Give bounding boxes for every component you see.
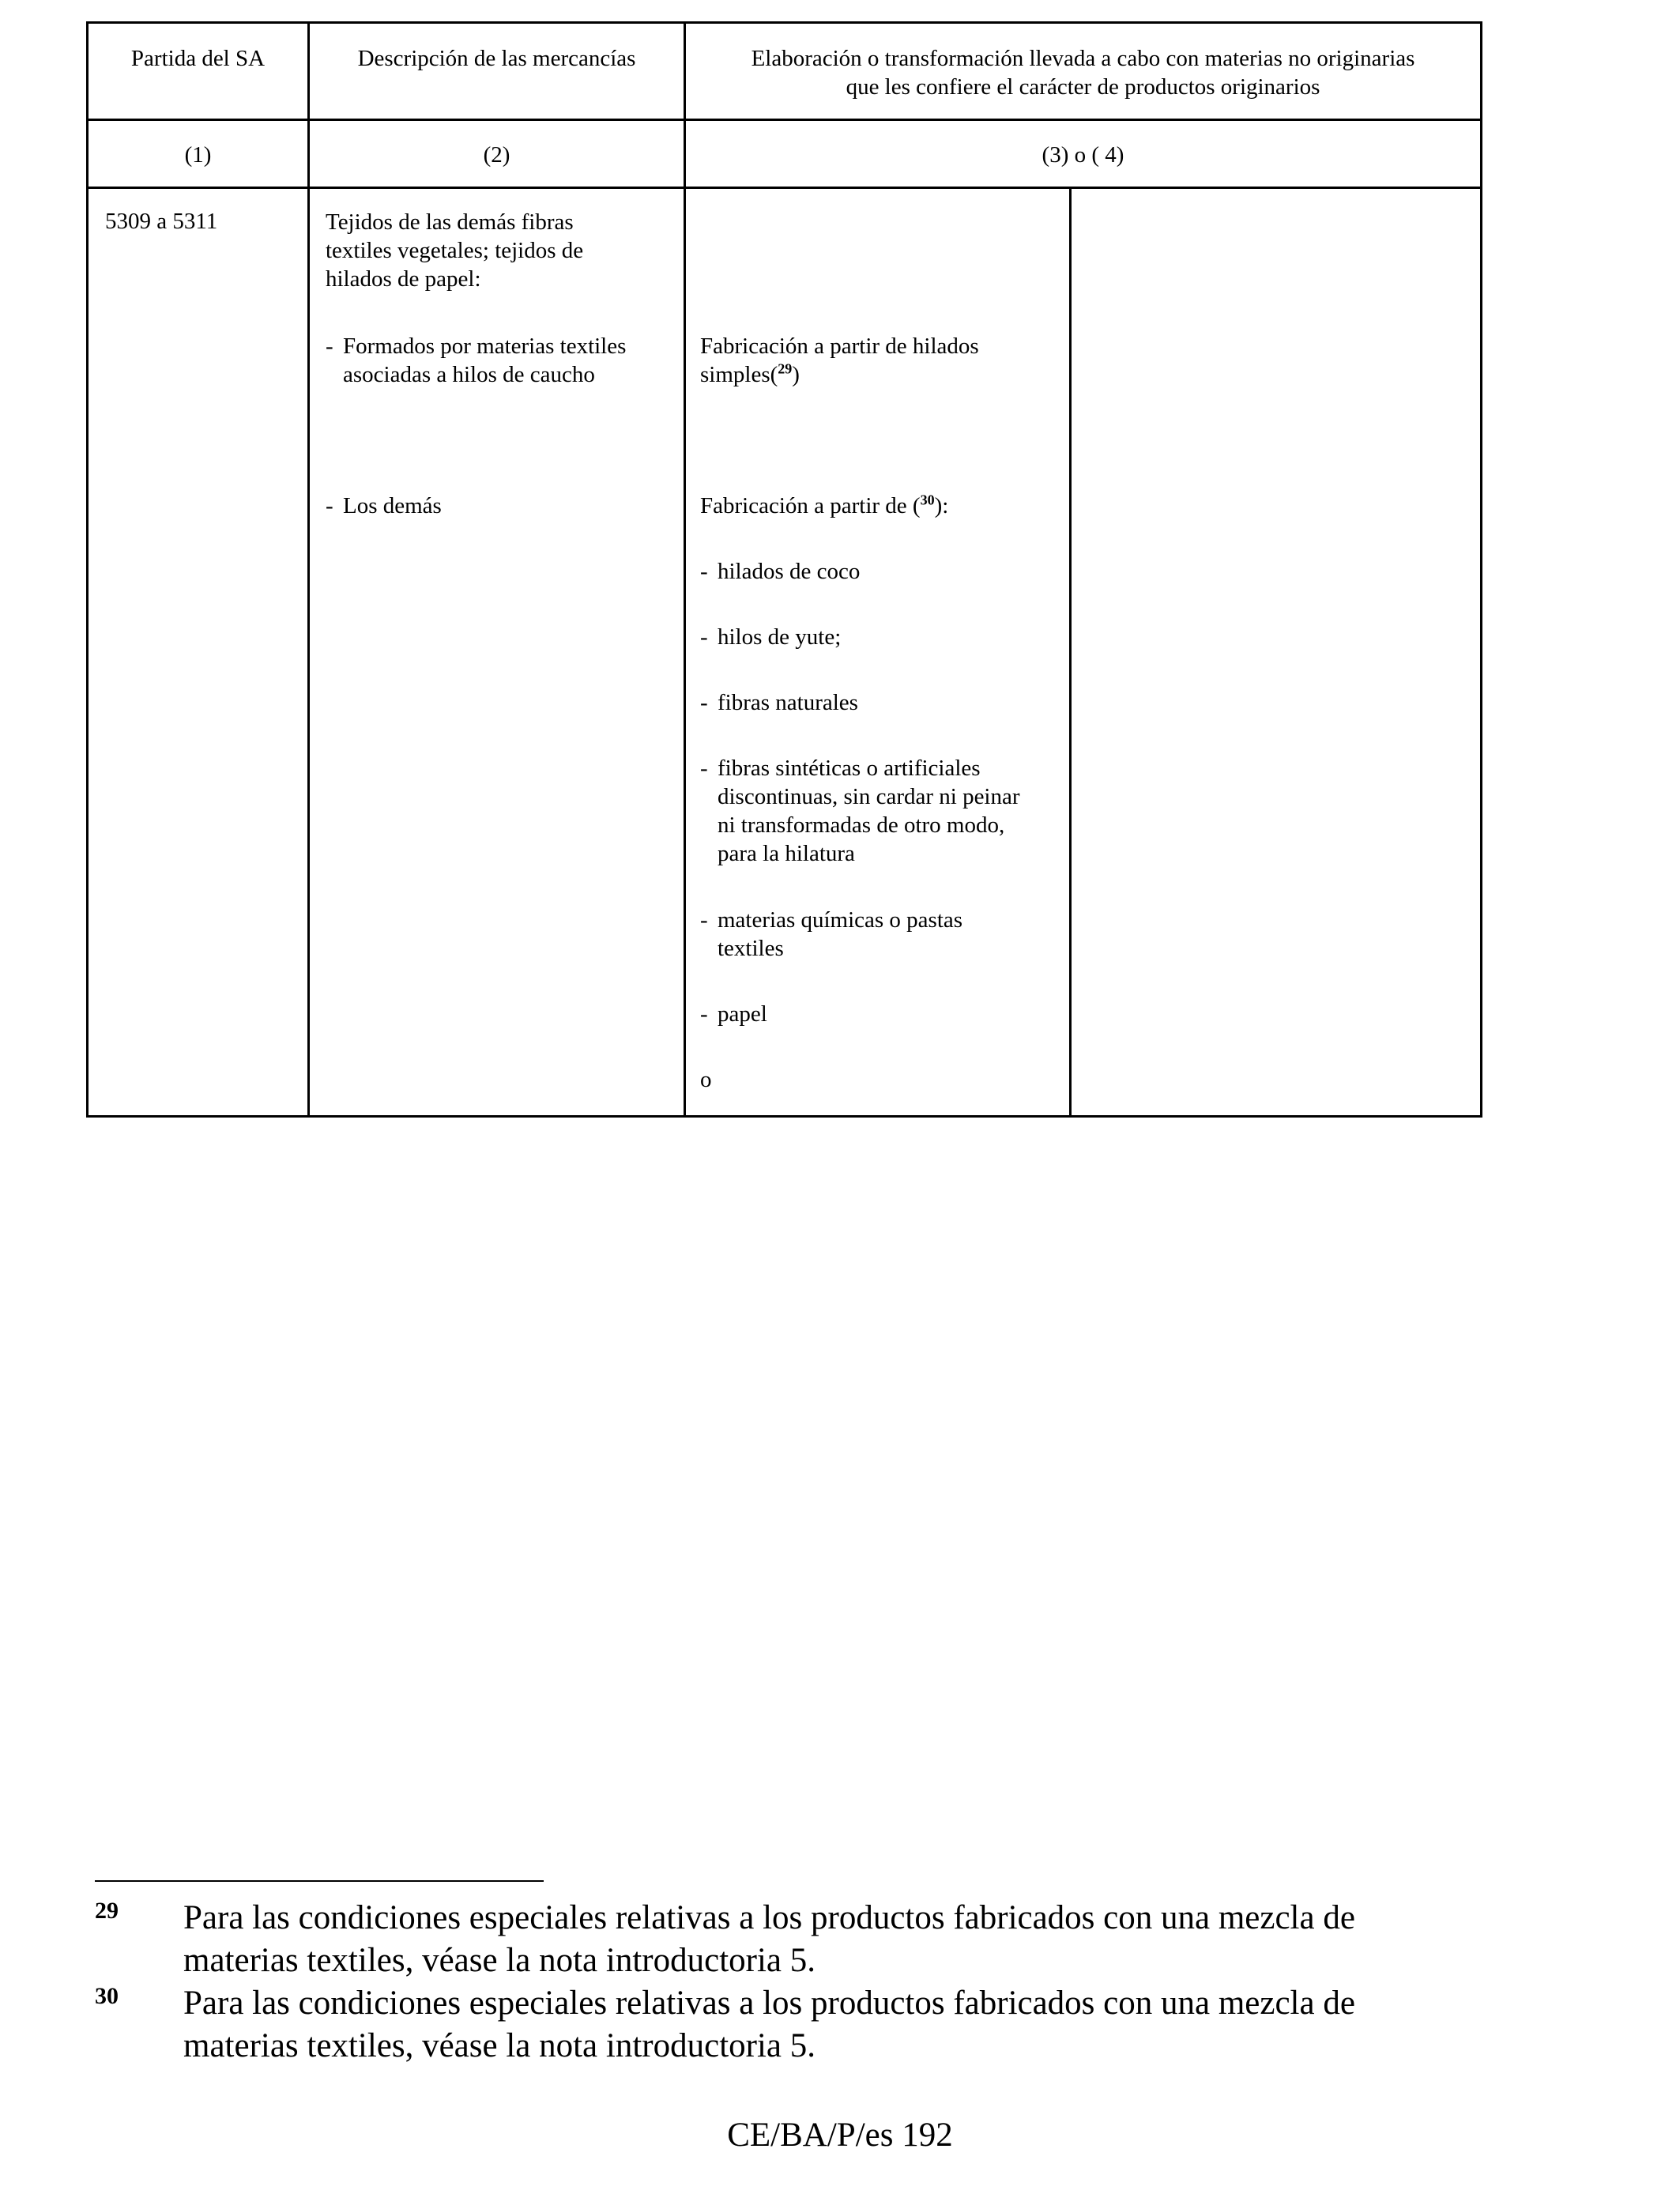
header-col3-line2: que les confiere el carácter de productos originarios	[846, 74, 1320, 100]
col-number-2: (2)	[483, 142, 510, 168]
material-5-line-1: materias químicas o pastas	[718, 907, 963, 933]
rule1-line-2-text: simples(	[700, 362, 778, 387]
material-2-dash: -	[700, 624, 708, 650]
rule2-close: ):	[934, 493, 949, 518]
footnote-29-line-1: Para las condiciones especiales relativas a los productos fabricados con una mezcla de	[183, 1899, 1355, 1936]
table-border-right	[1480, 21, 1482, 1118]
desc-item1-dash: -	[326, 334, 333, 359]
rule2-intro	[700, 492, 948, 520]
table-col-divider-3	[1069, 187, 1072, 1118]
desc-item1-line-1: Formados por materias textiles	[343, 334, 627, 359]
material-2: hilos de yute;	[718, 624, 842, 650]
material-6: papel	[718, 1001, 767, 1027]
material-4-line-4: para la hilatura	[718, 841, 855, 866]
header-col3-line1: Elaboración o transformación llevada a cabo con materias no originarias	[751, 46, 1415, 71]
table-border-bottom	[86, 1115, 1482, 1118]
table-col-divider-2	[684, 21, 686, 1118]
table-border-top	[86, 21, 1482, 24]
material-5-line-2: textiles	[718, 936, 784, 961]
footnote-30-number: 30	[95, 1983, 119, 2009]
footnote-29-number: 29	[95, 1898, 119, 1924]
footnote-29-line-2: materias textiles, véase la nota introductoria 5.	[183, 1942, 816, 1979]
desc-line-3: hilados de papel:	[326, 266, 481, 292]
rule1-line-2	[700, 360, 800, 389]
desc-item2: Los demás	[343, 493, 442, 518]
table-rule-header	[86, 119, 1482, 121]
material-5-dash: -	[700, 907, 708, 933]
desc-item1-line-2: asociadas a hilos de caucho	[343, 362, 595, 387]
desc-line-1: Tejidos de las demás fibras	[326, 209, 574, 235]
header-col1: Partida del SA	[130, 46, 266, 71]
table-border-left	[86, 21, 89, 1118]
material-6-dash: -	[700, 1001, 708, 1027]
footnote-30-line-1: Para las condiciones especiales relativas a los productos fabricados con una mezcla de	[183, 1985, 1355, 2022]
footnote-30-line-2: materias textiles, véase la nota introductoria 5.	[183, 2027, 816, 2064]
material-1-dash: -	[700, 559, 708, 584]
footnote-ref-29[interactable]: 29	[778, 360, 793, 377]
rule1-close: )	[792, 362, 800, 387]
page-reference: CE/BA/P/es 192	[727, 2117, 953, 2154]
material-4-dash: -	[700, 756, 708, 781]
header-col2: Descripción de las mercancías	[357, 46, 636, 71]
material-4-line-1: fibras sintéticas o artificiales	[718, 756, 981, 781]
col-number-3-4: (3) o ( 4)	[1042, 142, 1124, 168]
desc-line-2: textiles vegetales; tejidos de	[326, 238, 584, 263]
footnote-separator	[95, 1880, 544, 1882]
hs-heading: 5309 a 5311	[105, 209, 218, 234]
desc-item2-dash: -	[326, 493, 333, 518]
footnote-ref-30[interactable]: 30	[920, 492, 935, 508]
material-3: fibras naturales	[718, 690, 858, 715]
material-3-dash: -	[700, 690, 708, 715]
table-rule-numbers	[86, 187, 1482, 189]
rule1-line-1: Fabricación a partir de hilados	[700, 334, 979, 359]
material-1: hilados de coco	[718, 559, 861, 584]
rule2-open: Fabricación a partir de (	[700, 493, 921, 518]
material-4-line-3: ni transformadas de otro modo,	[718, 812, 1005, 838]
or-connector: o	[700, 1067, 712, 1092]
col-number-1: (1)	[184, 142, 212, 168]
material-4-line-2: discontinuas, sin cardar ni peinar	[718, 784, 1020, 809]
table-col-divider-1	[307, 21, 310, 1118]
